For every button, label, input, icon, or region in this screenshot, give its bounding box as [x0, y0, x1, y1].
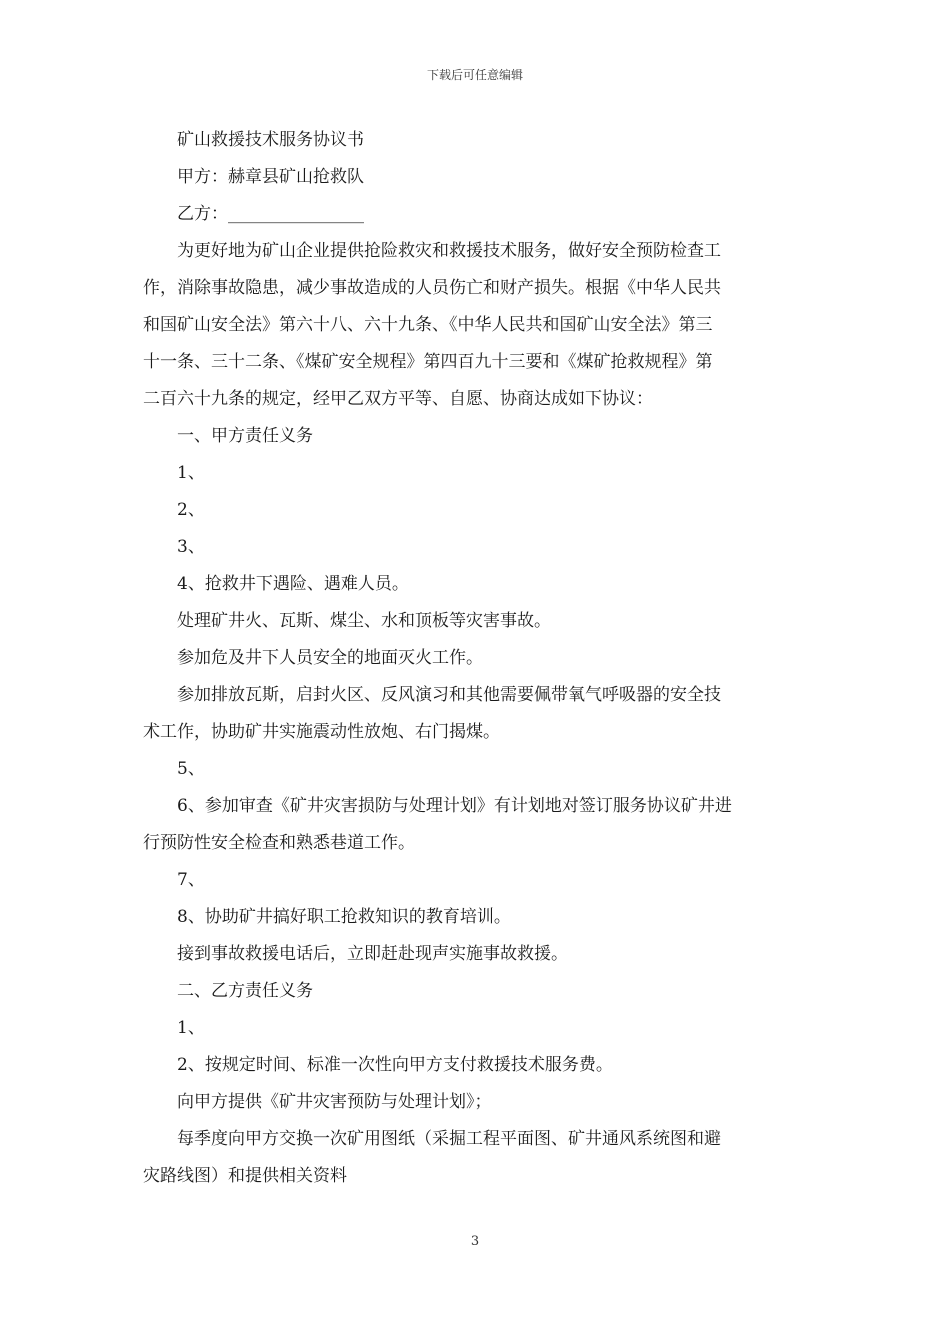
list-item: 1、	[177, 1018, 205, 1038]
paragraph-line: 为更好地为矿山企业提供抢险救灾和救援技术服务，做好安全预防检查工	[177, 241, 721, 261]
list-item: 4、抢救井下遇险、遇难人员。	[177, 574, 409, 594]
list-item: 7、	[177, 870, 205, 890]
list-item: 2、	[177, 500, 205, 520]
paragraph-line: 每季度向甲方交换一次矿用图纸（采掘工程平面图、矿井通风系统图和避	[177, 1129, 721, 1149]
party-b-line: 乙方：________________	[177, 204, 364, 224]
paragraph-line: 处理矿井火、瓦斯、煤尘、水和顶板等灾害事故。	[177, 611, 551, 631]
section-heading-party-a: 一、甲方责任义务	[177, 426, 313, 446]
list-item: 6、参加审查《矿井灾害损防与处理计划》有计划地对签订服务协议矿井进	[177, 796, 732, 816]
party-a-line: 甲方：赫章县矿山抢救队	[177, 167, 364, 187]
paragraph-line: 向甲方提供《矿井灾害预防与处理计划》；	[177, 1092, 492, 1112]
page-number: 3	[470, 1234, 480, 1249]
paragraph-line: 和国矿山安全法》第六十八、六十九条、《中华人民共和国矿山安全法》第三	[143, 315, 713, 335]
list-item: 8、协助矿井搞好职工抢救知识的教育培训。	[177, 907, 511, 927]
page-header-note: 下载后可任意编辑	[426, 68, 523, 82]
list-item: 3、	[177, 537, 205, 557]
paragraph-line: 术工作，协助矿井实施震动性放炮、右门揭煤。	[143, 722, 500, 742]
list-item: 1、	[177, 463, 205, 483]
paragraph-line: 参加排放瓦斯，启封火区、反风演习和其他需要佩带氧气呼吸器的安全技	[177, 685, 721, 705]
paragraph-line: 接到事故救援电话后，立即赶赴现声实施事故救援。	[177, 944, 568, 964]
list-item: 2、按规定时间、标准一次性向甲方支付救援技术服务费。	[177, 1055, 613, 1075]
paragraph-line: 作，消除事故隐患，减少事故造成的人员伤亡和财产损失。根据《中华人民共	[143, 278, 721, 298]
paragraph-line: 二百六十九条的规定，经甲乙双方平等、自愿、协商达成如下协议：	[143, 389, 653, 409]
section-heading-party-b: 二、乙方责任义务	[177, 981, 313, 1001]
document-body	[143, 122, 808, 1195]
document-title: 矿山救援技术服务协议书	[177, 130, 364, 150]
list-item: 5、	[177, 759, 205, 779]
paragraph-line: 参加危及井下人员安全的地面灭火工作。	[177, 648, 483, 668]
paragraph-line: 灾路线图）和提供相关资料	[143, 1166, 347, 1186]
paragraph-line: 行预防性安全检查和熟悉巷道工作。	[143, 833, 415, 853]
paragraph-line: 十一条、三十二条、《煤矿安全规程》第四百九十三要和《煤矿抢救规程》第	[143, 352, 713, 372]
